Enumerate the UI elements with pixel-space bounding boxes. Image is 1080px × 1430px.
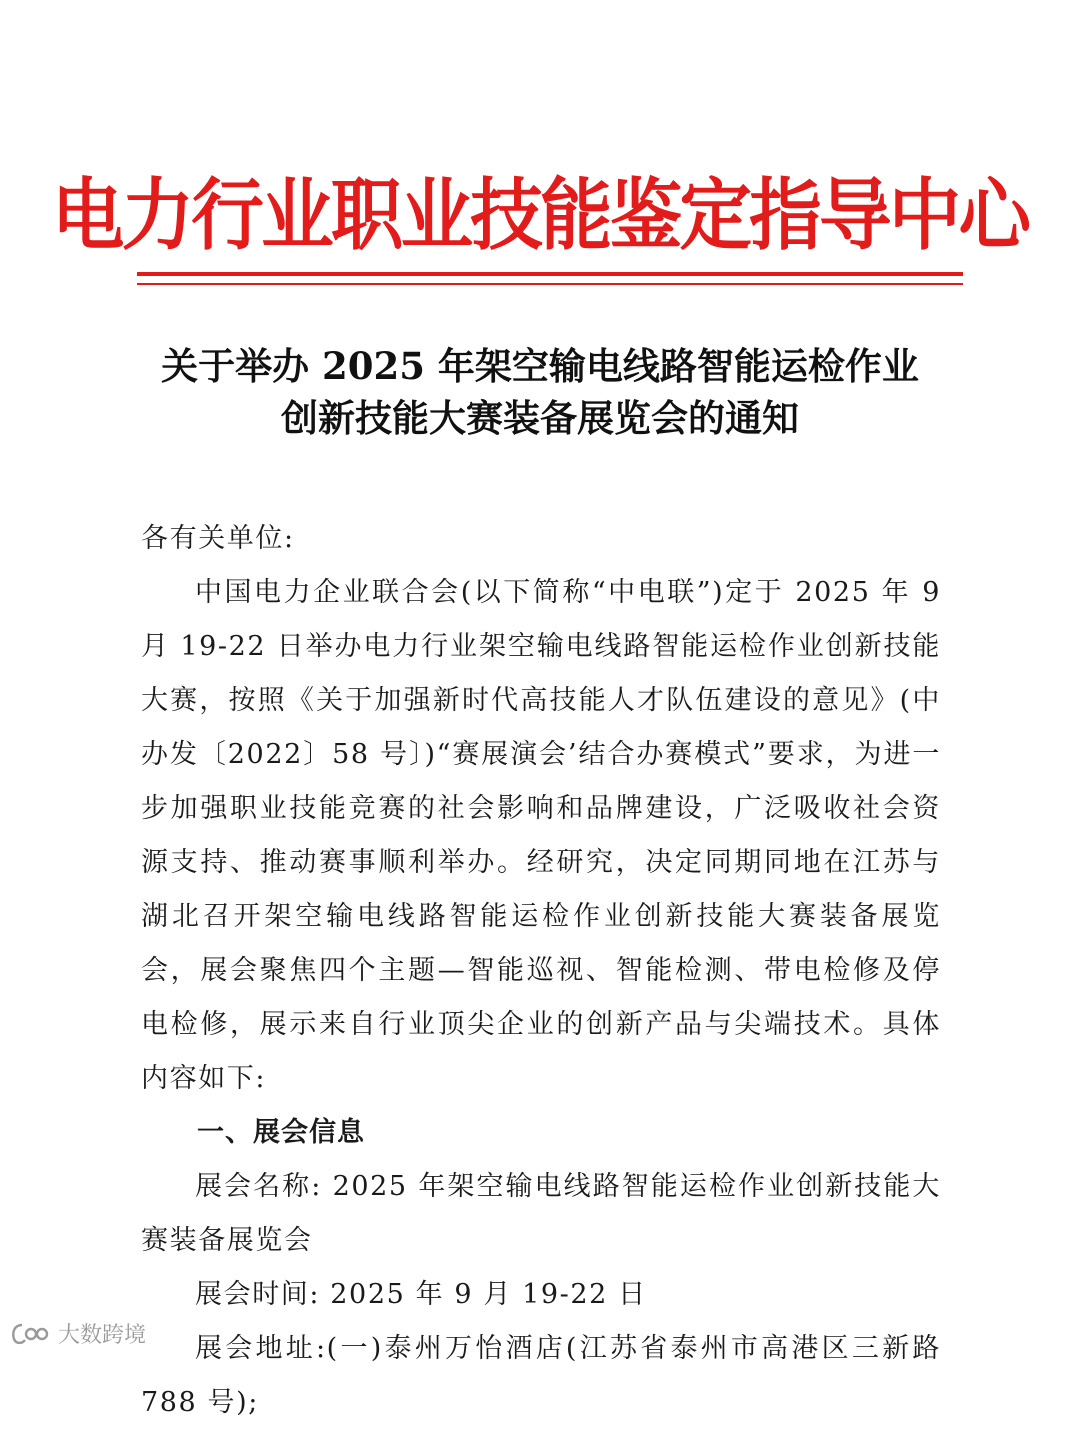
notice-title (0, 340, 1080, 444)
exhibition-address: 展会地址:(一)泰州万怡酒店(江苏省泰州市高港区三新路 788 号); (141, 1333, 941, 1418)
notice-body (141, 512, 941, 1430)
intro-paragraph: 中国电力企业联合会(以下简称“中电联”)定于 2025 年 9 月 19-22 日举办电力行业架空输电线路智能运检作业创新技能大赛，按照《关于加强新时代高技能人才队伍建设的意见》(中办发〔2022〕58 号〕)“赛展演会’结合办赛模式”要求，为进一步加强职业技能竞赛的社会影响和品牌建设，广泛吸收社会资源支持、推动赛事顺利举办。经研究，决定同期同地在江苏与湖北召开架空输电线路智能运检作业创新技能大赛装备展览会，展会聚焦四个主题—智能巡视、智能检测、带电检修及停电检修，展示来自行业顶尖企业的创新产品与尖端技术。具体内容如下: (141, 577, 941, 1094)
notice-title-line-1: 关于举办 2025 年架空输电线路智能运检作业 (161, 344, 919, 388)
watermark (10, 1318, 146, 1349)
watermark-text: 大数跨境 (58, 1323, 147, 1348)
letterhead-rule-thin (137, 283, 963, 285)
salutation: 各有关单位: (141, 523, 295, 554)
organization-name: 电力行业职业技能鉴定指导中心 (51, 171, 1029, 261)
notice-title-line-2: 创新技能大赛装备展览会的通知 (281, 396, 799, 440)
exhibition-time: 展会时间: 2025 年 9 月 19-22 日 (195, 1279, 647, 1310)
letterhead-rule-thick (137, 272, 963, 276)
section-heading-exhibition-info: 一、展会信息 (197, 1117, 365, 1148)
letterhead (0, 166, 1080, 266)
exhibition-name: 展会名称: 2025 年架空输电线路智能运检作业创新技能大赛装备展览会 (141, 1171, 941, 1256)
watermark-logo-icon (10, 1321, 50, 1347)
